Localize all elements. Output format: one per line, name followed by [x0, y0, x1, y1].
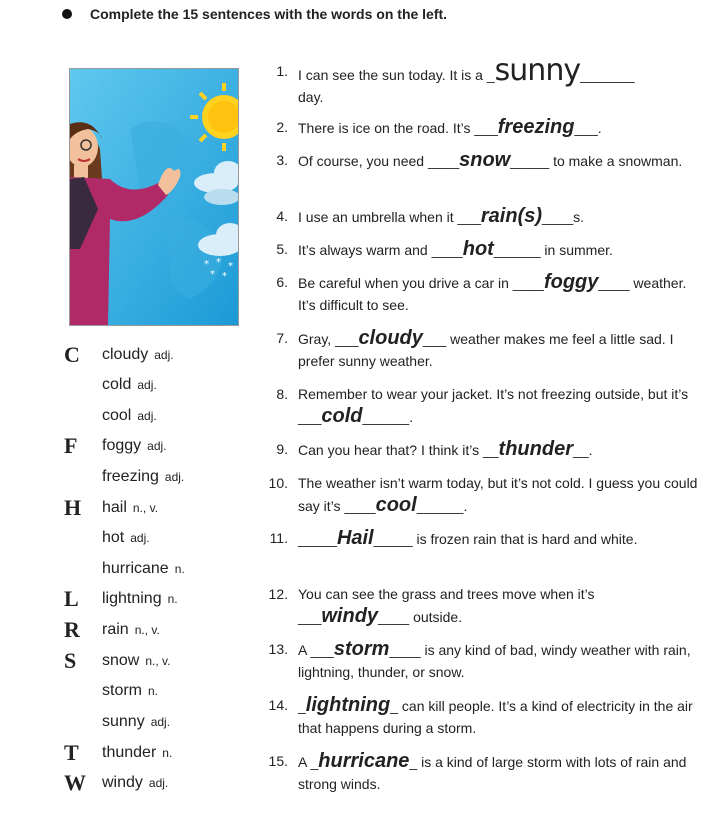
answer-text: hot: [462, 238, 494, 260]
answer-text: sunny: [494, 53, 581, 88]
instruction-header: [62, 6, 447, 22]
answer-text: lightning: [305, 694, 391, 716]
answer-text: Hail: [336, 527, 374, 549]
instruction-text: Complete the 15 sentences with the words on the left.: [90, 6, 448, 22]
answer-text: windy: [321, 605, 379, 627]
svg-text:*: *: [216, 257, 221, 268]
answer-text: thunder: [498, 438, 573, 460]
answer-text: foggy: [543, 271, 599, 293]
answer-text: hurricane: [318, 750, 410, 772]
answer-text: storm: [333, 638, 390, 660]
weather-presenter-illustration: [69, 68, 239, 326]
svg-text:*: *: [228, 261, 233, 272]
answer-text: cool: [375, 494, 417, 516]
svg-text:*: *: [210, 269, 215, 280]
answer-text: rain(s): [480, 205, 543, 227]
svg-text:*: *: [204, 259, 209, 270]
answer-text: cold: [321, 405, 363, 427]
answer-text: cloudy: [358, 327, 423, 349]
weather-map-image: [70, 69, 238, 325]
answer-text: snow: [459, 149, 511, 171]
answer-text: freezing: [497, 116, 575, 138]
bullet-icon: [62, 9, 72, 19]
svg-text:*: *: [222, 271, 227, 282]
